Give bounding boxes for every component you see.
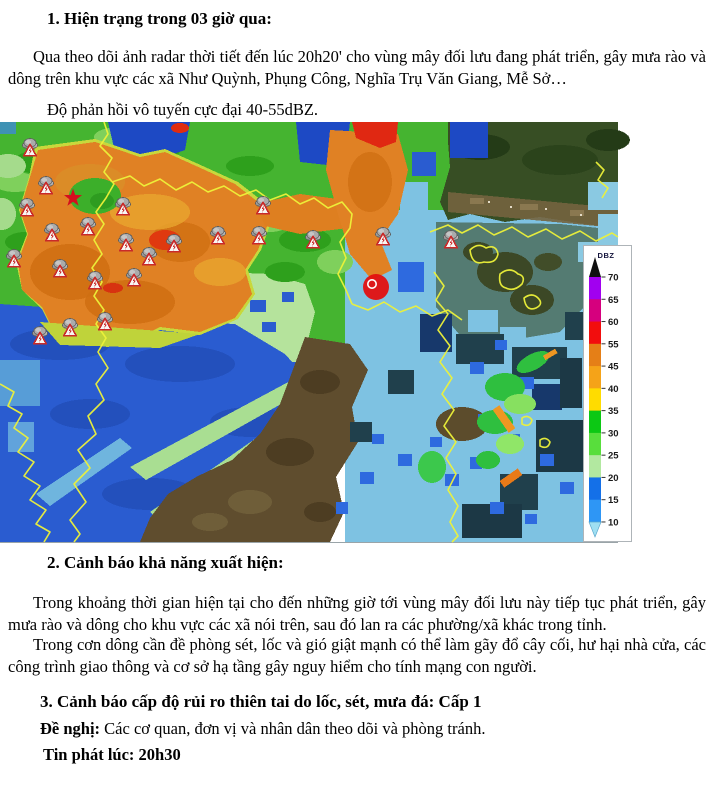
storm-warning-icon (32, 327, 47, 344)
legend-tick-label: 55 (608, 339, 619, 351)
storm-warning-icon (251, 227, 266, 244)
recommendation-text: Các cơ quan, đơn vị và nhân dân theo dõi và phòng tránh. (100, 719, 486, 738)
radar-site-circle (363, 274, 389, 300)
storm-warning-icon (87, 272, 102, 289)
section3-heading: 3. Cảnh báo cấp độ rủi ro thiên tai do lốc, sét, mưa đá: Cấp 1 (40, 692, 482, 711)
legend-tick-label: 70 (608, 272, 619, 284)
legend-tick-label: 35 (608, 406, 619, 418)
storm-warning-icon (166, 235, 181, 252)
legend-tick-label: 20 (608, 472, 619, 484)
section2-paragraph1: Trong khoảng thời gian hiện tại cho đến những giờ tới vùng mây đối lưu này tiếp tục phát triển, gây mưa rào và dông cho khu vực các xã nói trên, sau đó lan ra các phường/xã khác trong tỉnh. (8, 593, 706, 634)
radar-site-marker (363, 274, 389, 300)
legend-tick-label: 40 (608, 383, 619, 395)
legend-tick-label: 15 (608, 495, 619, 507)
storm-warning-icon (19, 199, 34, 216)
legend-title: DBZ (597, 251, 615, 260)
legend-segment (589, 477, 601, 500)
storm-warning-icon (305, 231, 320, 248)
storm-warning-icon (443, 231, 458, 248)
legend-segment (589, 277, 601, 300)
legend-segment (589, 388, 601, 411)
legend-segment (589, 411, 601, 434)
legend-segment (589, 500, 601, 523)
legend-segment (589, 322, 601, 345)
storm-warning-icon (97, 313, 112, 330)
legend-tick-label: 45 (608, 361, 619, 373)
storm-warning-icon (255, 197, 270, 214)
legend-tick-label: 10 (608, 517, 619, 529)
legend-tick-label: 30 (608, 428, 619, 440)
storm-warning-icon (22, 139, 37, 156)
storm-warning-icon (62, 319, 77, 336)
dbz-legend (583, 245, 632, 542)
legend-tick-label: 25 (608, 450, 619, 462)
storm-warning-icon (38, 177, 53, 194)
storm-warning-icon (6, 250, 21, 267)
legend-segment (589, 299, 601, 322)
section1-paragraph: Qua theo dõi ảnh radar thời tiết đến lúc 20h20' cho vùng mây đối lưu đang phát triển, gây mưa rào và dông trên khu vực các xã Như Quỳnh, Phụng Công, Nghĩa Trụ Văn Giang, Mễ Sở… (8, 47, 706, 88)
legend-segment (589, 344, 601, 367)
section1-heading: 1. Hiện trạng trong 03 giờ qua: (47, 9, 272, 28)
legend-segment (589, 366, 601, 389)
legend-tick-label: 60 (608, 317, 619, 329)
storm-warning-icon (141, 248, 156, 265)
storm-warning-icon (115, 198, 130, 215)
legend-segment (589, 455, 601, 478)
recommendation-line (40, 719, 485, 739)
storm-warning-icon (44, 224, 59, 241)
radar-reflectivity-image (0, 122, 618, 543)
radar-map (0, 122, 618, 542)
issued-time-line-clipped: Tin phát lúc: 20h30 (43, 745, 181, 764)
section2-paragraph2: Trong cơn dông cần đề phòng sét, lốc và gió giật mạnh có thể làm gãy đổ cây cối, hư hại nhà cửa, các công trình giao thông và cơ sở hạ tầng gây nguy hiểm cho tính mạng con người. (8, 635, 706, 676)
legend-top-arrow (589, 257, 601, 277)
dbz-colorbar (584, 246, 631, 541)
recommendation-label: Đề nghị: (40, 719, 101, 738)
legend-bottom-arrow (589, 522, 601, 537)
legend-segment (589, 433, 601, 456)
storm-warning-icon (375, 228, 390, 245)
storm-warning-icon (210, 227, 225, 244)
storm-warning-icon (80, 218, 95, 235)
reflectivity-note: Độ phản hồi vô tuyến cực đại 40-55dBZ. (47, 100, 319, 119)
section2-heading: 2. Cảnh báo khả năng xuất hiện: (47, 553, 284, 572)
legend-tick-label: 65 (608, 294, 619, 306)
storm-warning-icon (118, 234, 133, 251)
storm-warning-icon (126, 269, 141, 286)
storm-warning-icon (52, 260, 67, 277)
